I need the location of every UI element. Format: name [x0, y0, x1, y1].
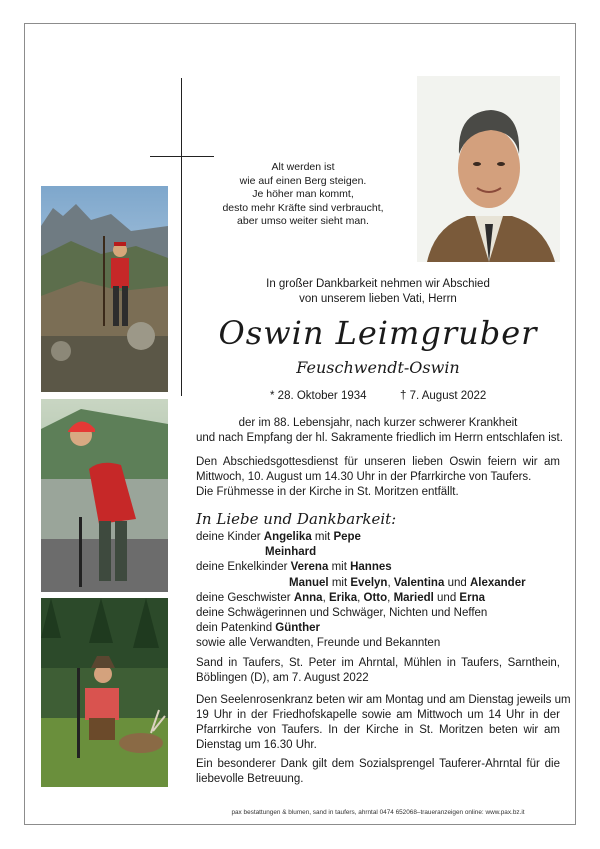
sibling-name: Erna: [459, 591, 485, 604]
connector: mit: [331, 561, 347, 574]
death-date: † 7. August 2022: [400, 390, 487, 402]
rosary-info: [196, 693, 571, 753]
place-date: [196, 656, 560, 686]
rosary-line: 19 Uhr in der Friedhofskapelle sowie am Mittwoch um 14 Uhr in der: [196, 709, 560, 721]
intro-text: [196, 277, 560, 307]
connector: und: [437, 591, 457, 604]
separator: ,: [387, 576, 391, 589]
great-grandchild-name: Evelyn: [350, 576, 388, 589]
portrait-photo: [417, 76, 560, 262]
godchild-prefix: dein Patenkind: [196, 622, 273, 635]
gratitude-line: liebevolle Betreuung.: [196, 773, 304, 785]
poem-line: aber umso weiter sieht man.: [237, 215, 369, 227]
grandchild-name: Manuel: [289, 576, 329, 589]
children-line: [196, 545, 560, 560]
birth-date: * 28. Oktober 1934: [270, 390, 367, 402]
siblings-line: [196, 591, 560, 606]
spouse-name: Pepe: [333, 531, 361, 543]
mourners-list: [196, 530, 560, 652]
cross-vertical: [181, 78, 182, 396]
cross-horizontal: [150, 156, 214, 157]
inlaws-line: deine Schwägerinnen und Schwäger, Nichten und Neffen: [196, 607, 488, 620]
footer-imprint: pax bestattungen & blumen, sand in taufers, ahrntal 0474 652068–traueranzeigen online: www.pax.bz.it: [231, 809, 525, 816]
sibling-name: Anna: [293, 591, 323, 604]
great-grandchild-name: Alexander: [469, 576, 526, 589]
connector: und: [447, 576, 467, 589]
rosary-line: Dienstag um 16.30 Uhr.: [196, 739, 317, 751]
funeral-line: Die Frühmesse in der Kirche in St. Moritzen entfällt.: [196, 486, 459, 498]
child-name: Angelika: [263, 531, 312, 543]
intro-line: In großer Dankbarkeit nehmen wir Abschied: [266, 278, 490, 290]
children-prefix: deine Kinder: [196, 531, 261, 543]
deceased-name: Oswin Leimgruber: [218, 314, 538, 352]
great-grandchild-name: Valentina: [393, 576, 445, 589]
photo-man-with-helmet: [41, 399, 168, 592]
funeral-line: Den Abschiedsgottesdienst für unseren lieben Oswin feiern wir am: [196, 456, 560, 468]
siblings-prefix: deine Geschwister: [196, 591, 291, 604]
grandchild-name: Verena: [290, 561, 329, 574]
place-line: Böblingen (D), am 7. August 2022: [196, 672, 369, 684]
photo-mountain-hiker: [41, 186, 168, 392]
godchild-name: Günther: [275, 622, 321, 635]
death-notice-line: und nach Empfang der hl. Sakramente friedlich im Herrn entschlafen ist.: [196, 432, 563, 444]
gratitude-note: [196, 757, 560, 787]
death-notice-line: der im 88. Lebensjahr, nach kurzer schwerer Krankheit: [238, 417, 518, 429]
poem-line: wie auf einen Berg steigen.: [239, 174, 367, 187]
mourners-heading: In Liebe und Dankbarkeit:: [196, 510, 397, 528]
sibling-name: Mariedl: [393, 591, 434, 604]
intro-line: von unserem lieben Vati, Herrn: [299, 293, 457, 305]
sibling-name: Erika: [328, 591, 358, 604]
godchild-line: [196, 621, 560, 636]
poem-line: desto mehr Kräfte sind verbraucht,: [222, 201, 384, 214]
grandchildren-line: [196, 560, 560, 575]
funeral-line: Mittwoch, 10. August um 14.30 Uhr in der Pfarrkirche von Taufers.: [196, 471, 532, 483]
gratitude-line: Ein besonderer Dank gilt dem Sozialsprengel Tauferer-Ahrntal für die: [196, 758, 560, 770]
separator: ,: [322, 591, 326, 604]
grandchildren-prefix: deine Enkelkinder: [196, 561, 288, 574]
death-notice: [196, 416, 563, 446]
children-line: [196, 530, 560, 545]
connector: mit: [331, 576, 348, 589]
funeral-info: [196, 455, 560, 500]
poem-line: Je höher man kommt,: [252, 188, 354, 200]
grandchildren-line: [196, 576, 560, 591]
photo-hunter: [41, 598, 168, 787]
place-line: Sand in Taufers, St. Peter im Ahrntal, Mühlen in Taufers, Sarnthein,: [196, 657, 560, 669]
separator: ,: [357, 591, 361, 604]
rosary-line: Pfarrkirche von Taufers. In der Kirche in St. Moritzen beten wir am: [196, 724, 560, 736]
sibling-name: Otto: [363, 591, 388, 604]
relatives-line: sowie alle Verwandten, Freunde und Bekannten: [196, 637, 441, 650]
connector: mit: [314, 531, 331, 543]
rosary-line: Den Seelenrosenkranz beten wir am Montag und am Dienstag jeweils um: [196, 694, 571, 706]
grandchild-spouse: Hannes: [350, 561, 392, 574]
separator: ,: [387, 591, 391, 604]
deceased-nickname: Feuschwendt-Oswin: [296, 358, 460, 377]
child-name: Meinhard: [265, 546, 317, 559]
poem-line: Alt werden ist: [271, 161, 335, 173]
poem: [196, 161, 410, 229]
